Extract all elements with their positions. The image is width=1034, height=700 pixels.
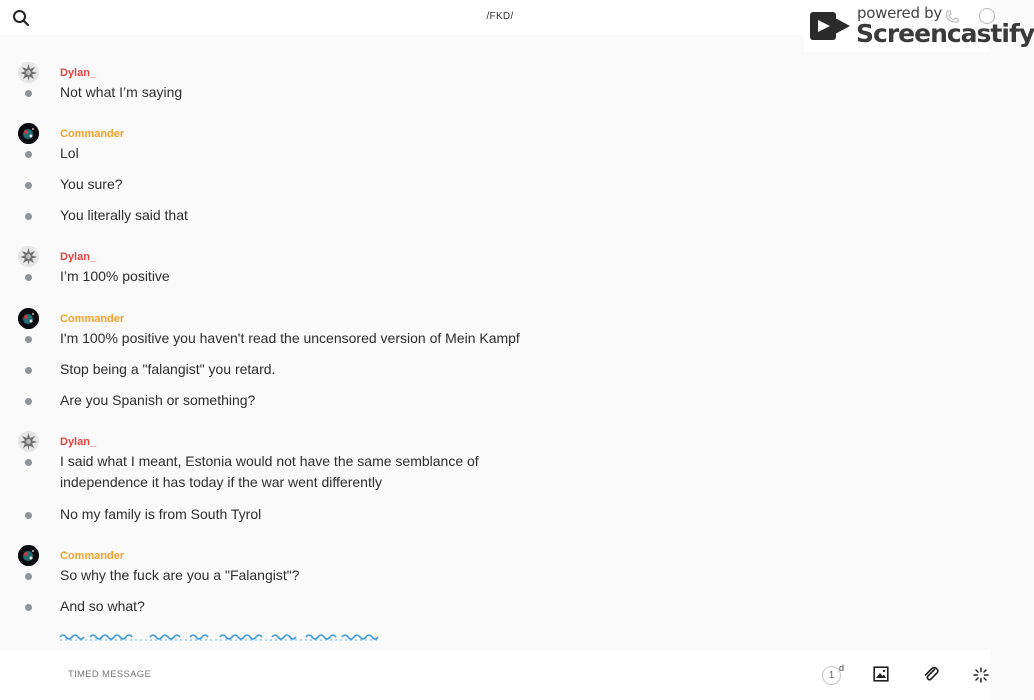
status-dot xyxy=(25,336,32,343)
page-title: /FKD/ xyxy=(486,11,514,22)
message-text: You sure? xyxy=(60,176,123,192)
emblem-icon xyxy=(18,431,39,452)
sparkle-icon xyxy=(973,667,989,683)
paperclip-icon xyxy=(922,665,940,683)
message-text: I'm 100% positive you haven't read the uncensored version of Mein Kampf xyxy=(60,330,520,346)
info-icon[interactable] xyxy=(979,8,995,24)
sender-name[interactable]: Dylan_ xyxy=(60,67,97,79)
status-dot xyxy=(25,459,32,466)
planet-icon xyxy=(18,308,39,329)
message-text: Are you Spanish or something? xyxy=(60,392,256,408)
message-text: I’m 100% positive xyxy=(60,268,170,284)
status-dot xyxy=(25,367,32,374)
image-icon xyxy=(873,666,889,682)
timer-button[interactable] xyxy=(822,663,846,687)
message-text: No my family is from South Tyrol xyxy=(60,506,262,522)
sender-name[interactable]: Dylan_ xyxy=(60,251,97,263)
avatar[interactable] xyxy=(18,62,39,83)
message-text: Stop being a "falangist" you retard. xyxy=(60,361,276,377)
image-button[interactable] xyxy=(873,666,889,682)
planet-icon xyxy=(18,545,39,566)
message-text: And so what? xyxy=(60,598,145,614)
emblem-icon xyxy=(18,246,39,267)
emblem-icon xyxy=(18,62,39,83)
avatar[interactable] xyxy=(18,308,39,329)
watermark-powered-by: powered by xyxy=(857,4,942,22)
message-text-line: independence it has today if the war went differently xyxy=(60,474,382,490)
status-dot xyxy=(25,213,32,220)
status-dot xyxy=(25,398,32,405)
avatar[interactable] xyxy=(18,545,39,566)
status-dot xyxy=(25,274,32,281)
message-text-line: I said what I meant, Estonia would not have the same semblance of xyxy=(60,453,479,469)
attach-button[interactable] xyxy=(922,665,940,683)
message-text: Lol xyxy=(60,145,79,161)
status-dot xyxy=(25,90,32,97)
sender-name[interactable]: Commander xyxy=(60,128,125,140)
status-dot xyxy=(25,182,32,189)
sender-name[interactable]: Dylan_ xyxy=(60,436,97,448)
sender-name[interactable]: Commander xyxy=(60,550,125,562)
avatar[interactable] xyxy=(18,123,39,144)
screencastify-logo-icon xyxy=(808,8,852,44)
composer-bar xyxy=(0,650,990,700)
status-dot xyxy=(25,604,32,611)
planet-icon xyxy=(18,123,39,144)
timed-message-input[interactable] xyxy=(68,669,668,680)
message-text: So why the fuck are you a "Falangist"? xyxy=(60,567,300,583)
status-dot xyxy=(25,573,32,580)
timer-unit: d xyxy=(839,663,845,673)
status-dot xyxy=(25,151,32,158)
avatar[interactable] xyxy=(18,431,39,452)
message-text: Not what I’m saying xyxy=(60,84,183,100)
status-dot xyxy=(25,512,32,519)
timer-value: 1 xyxy=(822,666,841,685)
effects-button[interactable] xyxy=(973,667,989,683)
watermark-brand: Screencastify xyxy=(856,19,1034,48)
typing-indicator xyxy=(60,630,378,642)
message-text: You literally said that xyxy=(60,207,188,223)
phone-icon[interactable] xyxy=(944,9,960,25)
sender-name[interactable]: Commander xyxy=(60,313,125,325)
avatar[interactable] xyxy=(18,246,39,267)
